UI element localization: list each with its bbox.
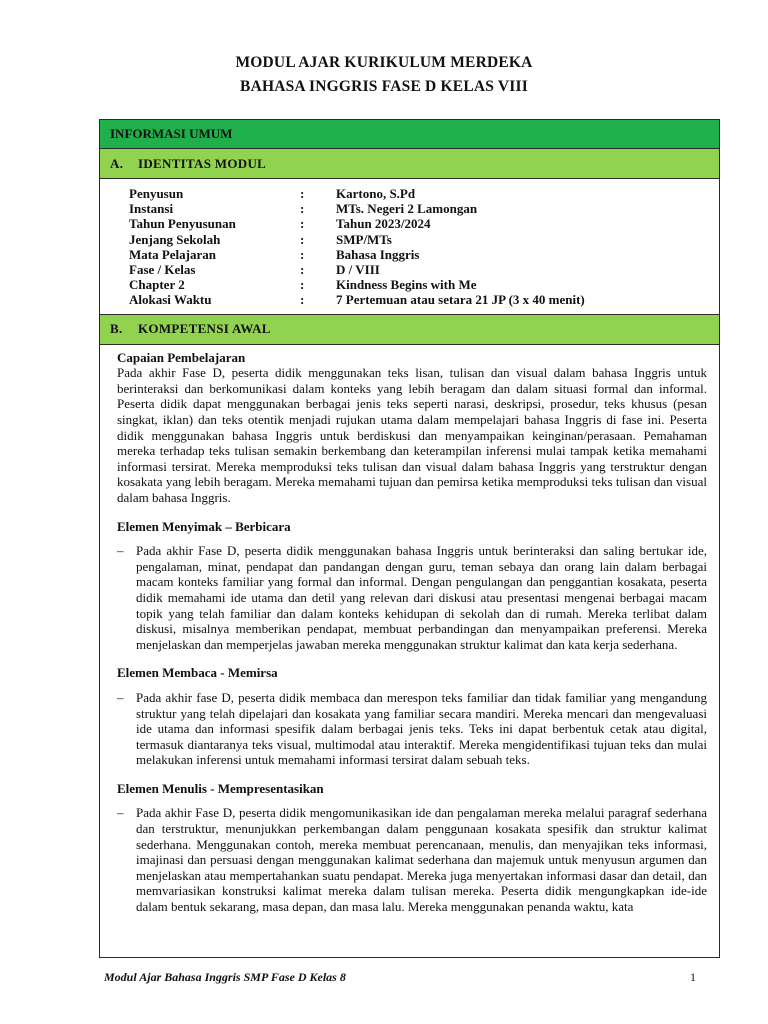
document-title-line-2: BAHASA INGGRIS FASE D KELAS VIII [240,78,528,95]
identity-colon: : [300,277,305,293]
dash-bullet: – [117,689,124,705]
identity-label: Instansi [129,201,174,217]
identity-colon: : [300,201,305,217]
identity-row [129,201,719,216]
identity-row [129,277,719,292]
identity-colon: : [300,216,305,232]
identity-colon: : [300,292,305,308]
list-item [117,805,707,914]
identity-row [129,216,719,231]
identity-colon: : [300,231,305,247]
module-table [99,119,720,958]
element-paragraph: Pada akhir fase D, peserta didik membaca dan merespon teks familiar dan tidak familiar yang mengandung struktur yang telah dipelajari dan kosakata yang familiar secara mandiri. Mereka mencari dan mengevaluasi ide utama dan informasi spesifik dalam berbagai jenis teks. Teks ini dapat berbentuk cetak atau digital, termasuk diantaranya teks visual, multimodal atau interaktif. Mereka mengidentifikasi tujuan teks dan mulai melakukan inferensi untuk memahami informasi tersirat dalam sebuah teks. [136,689,707,768]
identity-row [129,292,719,307]
identity-value: MTs. Negeri 2 Lamongan [336,201,478,217]
capaian-heading: Capaian Pembelajaran [117,349,246,365]
identity-label: Mata Pelajaran [129,246,217,262]
section-competence-header [100,315,719,345]
identity-label: Chapter 2 [129,277,185,293]
section-identity-letter: A. [110,155,124,171]
element-paragraph: Pada akhir Fase D, peserta didik menggunakan bahasa Inggris untuk berinteraksi dan saling bertukar ide, pengalaman, minat, pendapat dan pandangan dengan guru, teman sebaya dan orang lain dalam berbagai macam konteks familiar yang formal dan informal. Dengan pengulangan dan penggantian kosakata, peserta didik memahami ide utama dan detil yang relevan dari diskusi atau presentasi mengenai berbagai macam topik yang telah familiar dan dalam konteks kehidupan di sekolah dan di rumah. Mereka terlibat dalam diskusi, misalnya memberikan pendapat, membuat perbandingan dan menyampaikan preferensi. Mereka menjelaskan dan memperjelas jawaban mereka menggunakan struktur kalimat dan kata kerja sederhana. [136,543,707,652]
element-heading-listening-speaking: Elemen Menyimak – Berbicara [117,518,291,534]
identity-colon: : [300,262,305,278]
document-title-line-1: MODUL AJAR KURIKULUM MERDEKA [235,54,533,71]
identity-label: Penyusun [129,186,184,201]
section-identity-title: IDENTITAS MODUL [138,155,267,171]
section-competence-title: KOMPETENSI AWAL [138,321,271,337]
identity-label: Jenjang Sekolah [129,231,221,247]
element-heading-reading-viewing: Elemen Membaca - Memirsa [117,665,278,681]
footer-page-number: 1 [690,970,696,984]
list-item [117,543,707,652]
identity-label: Alokasi Waktu [129,292,212,308]
identity-value: Bahasa Inggris [336,246,420,262]
element-heading-writing-presenting: Elemen Menulis - Mempresentasikan [117,780,324,796]
identity-colon: : [300,246,305,262]
list-item [117,690,707,768]
section-competence-letter: B. [110,321,123,337]
competence-content [100,345,719,915]
section-general-info-title: INFORMASI UMUM [110,126,233,141]
identity-row [129,247,719,262]
identity-row [129,262,719,277]
identity-row [129,186,719,201]
section-general-info [100,120,719,149]
capaian-paragraph: Pada akhir Fase D, peserta didik menggunakan teks lisan, tulisan dan visual dalam bahasa Inggris untuk berinteraksi dan berkomunikasi dalam konteks yang lebih beragam dan dalam situasi formal dan informal. Peserta didik dapat menggunakan berbagai jenis teks seperti narasi, deskripsi, prosedur, teks khusus (pesan singkat, iklan) dan teks otentik menjadi rujukan utama dalam mempelajari bahasa Inggris di fase ini. Peserta didik menggunakan bahasa Inggris untuk berdiskusi dan menyampaikan keinginan/perasaan. Pemahaman mereka terhadap teks tulisan semakin berkembang dan keterampilan inferensi mulai tampak ketika memahami informasi tersirat. Mereka memproduksi teks tulisan dan visual dalam bahasa Inggris yang terstruktur dengan kosakata yang lebih beragam. Mereka memahami tujuan dan pemirsa ketika memproduksi teks tulisan dan visual dalam bahasa Inggris. [117,365,707,505]
identity-table [100,179,719,315]
footer-document-title: Modul Ajar Bahasa Inggris SMP Fase D Kelas 8 [104,970,346,984]
element-paragraph: Pada akhir Fase D, peserta didik mengomunikasikan ide dan pengalaman mereka melalui paragraf sederhana dan terstruktur, menunjukkan perkembangan dalam penggunaan kosakata spesifik dan struktur kalimat sederhana. Menggunakan contoh, mereka membuat perencanaan, menulis, dan menyajikan teks informasi, imajinasi dan persuasi dengan menggunakan kalimat sederhana dan majemuk untuk menyusun argumen dan menjelaskan atau mempertahankan suatu pendapat. Mereka juga menyertakan informasi dasar dan detail, dan memvariasikan konstruksi kalimat mereka dalam tulisan mereka. Peserta didik mengungkapkan ide-ide dalam bentuk sekarang, masa depan, dan masa lalu. Mereka menggunakan penanda waktu, kata [136,805,707,915]
section-identity-header [100,149,719,179]
dash-bullet: – [117,805,124,821]
identity-value: SMP/MTs [336,231,392,247]
identity-label: Tahun Penyusunan [129,216,236,232]
dash-bullet: – [117,543,124,559]
identity-value: 7 Pertemuan atau setara 21 JP (3 x 40 menit) [336,292,585,308]
identity-label: Fase / Kelas [129,262,196,278]
identity-row [129,232,719,247]
identity-colon: : [300,186,305,201]
identity-value: Kindness Begins with Me [336,277,477,293]
identity-value: Kartono, S.Pd [336,186,416,201]
identity-value: Tahun 2023/2024 [336,216,431,232]
identity-value: D / VIII [336,262,380,278]
